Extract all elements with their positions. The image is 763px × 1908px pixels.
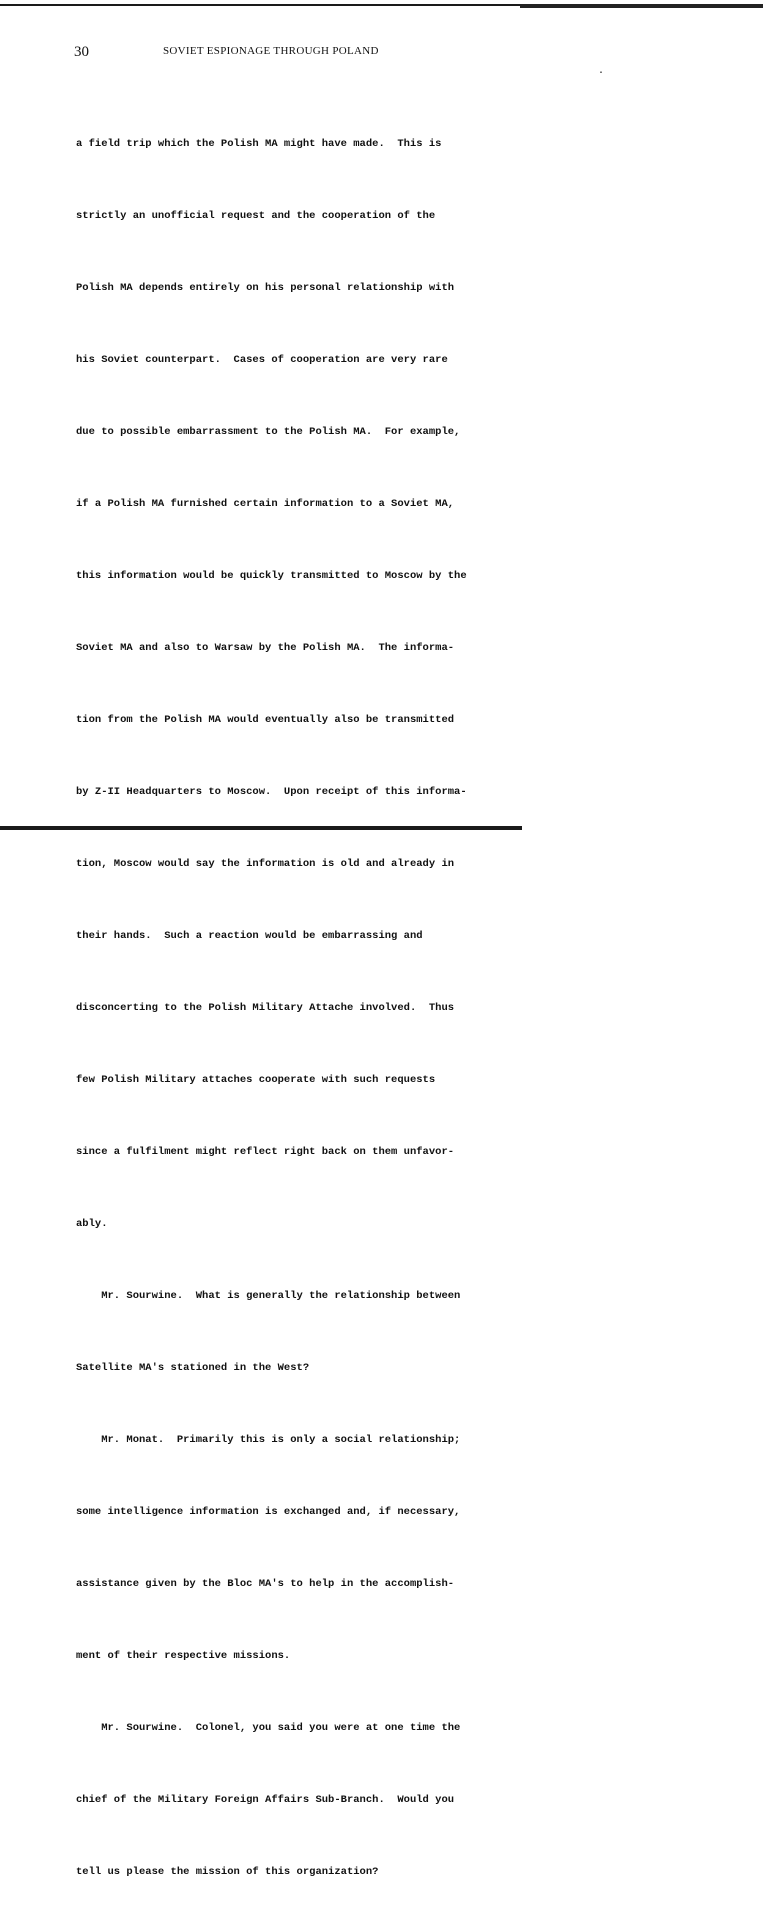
text-line: their hands. Such a reaction would be embarrassing and bbox=[76, 930, 423, 942]
text-line: Satellite MA's stationed in the West? bbox=[76, 1362, 310, 1374]
text-line: tell us please the mission of this organization? bbox=[76, 1866, 379, 1878]
running-title: SOVIET ESPIONAGE THROUGH POLAND bbox=[163, 45, 379, 57]
text-line: ment of their respective missions. bbox=[76, 1650, 291, 1662]
text-line: since a fulfilment might reflect right back on them unfavor- bbox=[76, 1146, 455, 1158]
text-line: Polish MA depends entirely on his personal relationship with bbox=[76, 282, 455, 294]
text-line: tion from the Polish MA would eventually also be transmitted bbox=[76, 714, 455, 726]
text-line: Mr. Sourwine. Colonel, you said you were at one time the bbox=[76, 1722, 461, 1734]
text-line: this information would be quickly transmitted to Moscow by the bbox=[76, 570, 467, 582]
text-line: a field trip which the Polish MA might have made. This is bbox=[76, 138, 442, 150]
body-text bbox=[76, 84, 476, 1908]
text-line: assistance given by the Bloc MA's to help in the accomplish- bbox=[76, 1578, 455, 1590]
text-line: by Z-II Headquarters to Moscow. Upon receipt of this informa- bbox=[76, 786, 467, 798]
text-line: some intelligence information is exchanged and, if necessary, bbox=[76, 1506, 461, 1518]
top-rule-thick bbox=[520, 4, 763, 8]
bottom-rule bbox=[0, 826, 522, 830]
text-line: Mr. Monat. Primarily this is only a social relationship; bbox=[76, 1434, 461, 1446]
text-line: his Soviet counterpart. Cases of cooperation are very rare bbox=[76, 354, 448, 366]
text-line: Soviet MA and also to Warsaw by the Polish MA. The informa- bbox=[76, 642, 455, 654]
text-line: disconcerting to the Polish Military Attache involved. Thus bbox=[76, 1002, 455, 1014]
text-line: strictly an unofficial request and the cooperation of the bbox=[76, 210, 436, 222]
text-line: few Polish Military attaches cooperate with such requests bbox=[76, 1074, 436, 1086]
text-line: if a Polish MA furnished certain information to a Soviet MA, bbox=[76, 498, 455, 510]
text-line: tion, Moscow would say the information is old and already in bbox=[76, 858, 455, 870]
page-number: 30 bbox=[74, 44, 89, 60]
text-line: Mr. Sourwine. What is generally the relationship between bbox=[76, 1290, 461, 1302]
text-line: ably. bbox=[76, 1218, 108, 1230]
scan-speck: · bbox=[598, 68, 605, 79]
text-line: due to possible embarrassment to the Polish MA. For example, bbox=[76, 426, 461, 438]
text-line: chief of the Military Foreign Affairs Sub-Branch. Would you bbox=[76, 1794, 455, 1806]
